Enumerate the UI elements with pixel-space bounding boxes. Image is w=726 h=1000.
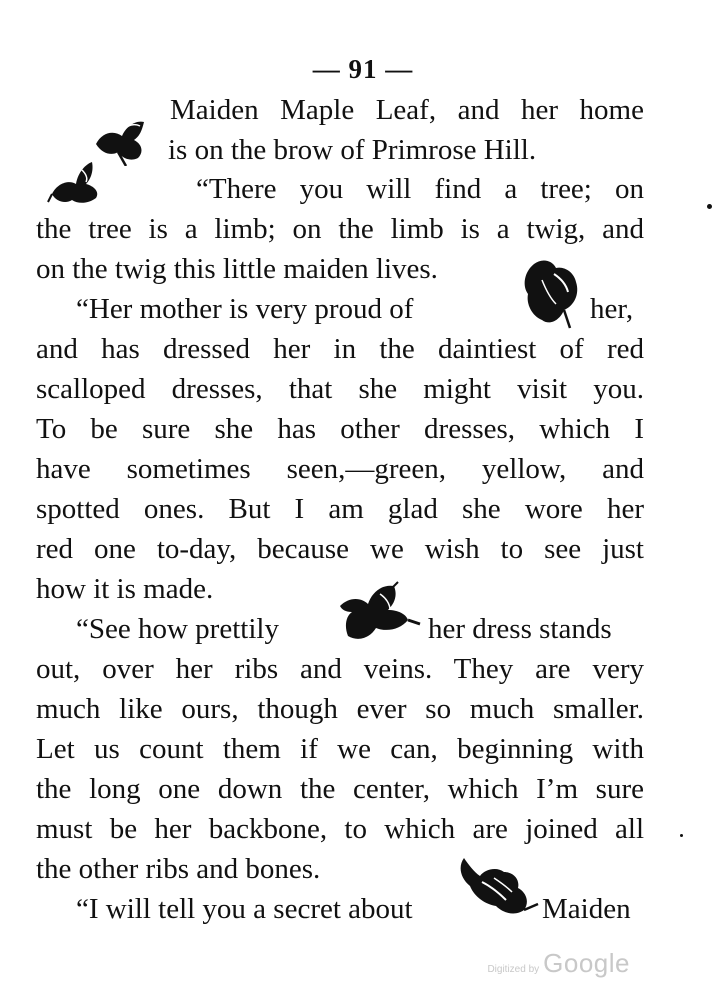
- text-line-7: and has dressed her in the daintiest of red: [36, 333, 644, 365]
- text-line-11: spotted ones. But I am glad she wore her: [36, 493, 644, 525]
- leaf-illustration-2-icon: [46, 158, 104, 212]
- leaf-illustration-3-icon: [520, 254, 582, 330]
- text-line-21: “I will tell you a secret about: [76, 893, 413, 925]
- text-line-1: Maiden Maple Leaf, and her home: [170, 94, 644, 126]
- watermark-brand: Google: [543, 948, 630, 978]
- text-line-4: the tree is a limb; on the limb is a twig, and: [36, 213, 644, 245]
- watermark-prefix: Digitized by: [487, 964, 540, 975]
- text-line-8: scalloped dresses, that she might visit you.: [36, 373, 644, 405]
- text-line-17: Let us count them if we can, beginning with: [36, 733, 644, 765]
- text-line-21-end: Maiden: [542, 893, 631, 925]
- text-line-6-end: her,: [590, 293, 634, 325]
- leaf-illustration-5-icon: [454, 852, 540, 924]
- text-line-15: out, over her ribs and veins. They are very: [36, 653, 644, 685]
- page-number: — 91 —: [312, 54, 414, 84]
- scan-speck: [680, 834, 683, 837]
- text-line-13: how it is made.: [36, 573, 214, 605]
- text-line-3: “There you will find a tree; on: [196, 173, 644, 205]
- text-line-9: To be sure she has other dresses, which I: [36, 413, 644, 445]
- leaf-illustration-4-icon: [336, 580, 422, 646]
- text-line-6: “Her mother is very proud of: [76, 293, 414, 325]
- text-line-14-end: her dress stands: [428, 613, 612, 645]
- text-line-14: “See how prettily: [76, 613, 279, 645]
- scan-speck: [707, 204, 712, 209]
- text-line-12: red one to-day, because we wish to see just: [36, 533, 644, 565]
- text-line-18: the long one down the center, which I’m sure: [36, 773, 644, 805]
- digitized-by-google-watermark: [487, 948, 630, 979]
- text-line-19: must be her backbone, to which are joined all: [36, 813, 644, 845]
- text-line-5: on the twig this little maiden lives.: [36, 253, 438, 285]
- text-line-2: is on the brow of Primrose Hill.: [168, 134, 537, 166]
- text-line-10: have sometimes seen,—green, yellow, and: [36, 453, 644, 485]
- text-line-20: the other ribs and bones.: [36, 853, 321, 885]
- text-line-16: much like ours, though ever so much smaller.: [36, 693, 644, 725]
